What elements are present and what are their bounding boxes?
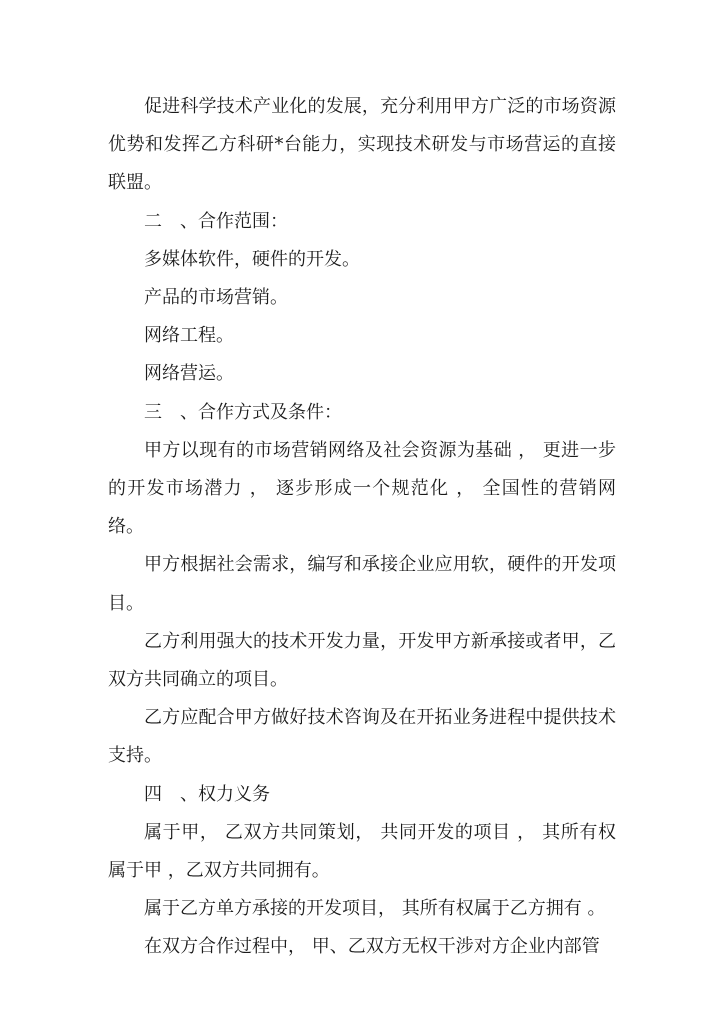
section-heading-rights: 四 、权力义务 (144, 783, 270, 805)
scope-item-multimedia: 多媒体软件，硬件的开发。 (144, 248, 360, 270)
paragraph-party-a-projects: 甲方根据社会需求，编写和承接企业应用软，硬件的开发项目。 (108, 554, 616, 614)
scope-item-network-engineering: 网络工程。 (144, 325, 234, 347)
paragraph-party-b-ownership: 属于乙方单方承接的开发项目， 其所有权属于乙方拥有 。 (144, 898, 606, 920)
scope-item-network-operation: 网络营运。 (144, 363, 234, 385)
paragraph-non-interference: 在双方合作过程中， 甲、乙双方无权干涉对方企业内部管 (144, 936, 600, 958)
scope-item-marketing: 产品的市场营销。 (144, 287, 288, 309)
paragraph-party-b-development: 乙方利用强大的技术开发力量，开发甲方新承接或者甲，乙双方共同确立的项目。 (108, 630, 616, 691)
paragraph-intro: 促进科学技术产业化的发展，充分利用甲方广泛的市场资源优势和发挥乙方科研*台能力，实现技术研发与市场营运的直接联盟。 (108, 96, 616, 194)
section-heading-scope: 二 、合作范围： (144, 210, 288, 232)
paragraph-joint-ownership: 属于甲， 乙双方共同策划， 共同开发的项目 ， 其所有权属于甲 ，乙双方共同拥有。 (108, 821, 616, 882)
section-heading-cooperation: 三 、合作方式及条件： (144, 401, 342, 423)
document-body (108, 88, 616, 967)
paragraph-party-b-support: 乙方应配合甲方做好技术咨询及在开拓业务进程中提供技术支持。 (108, 707, 616, 767)
paragraph-party-a-network: 甲方以现有的市场营销网络及社会资源为基础 ， 更进一步的开发市场潜力 ， 逐步形成一个规范化 ， 全国性的营销网络。 (108, 439, 616, 538)
